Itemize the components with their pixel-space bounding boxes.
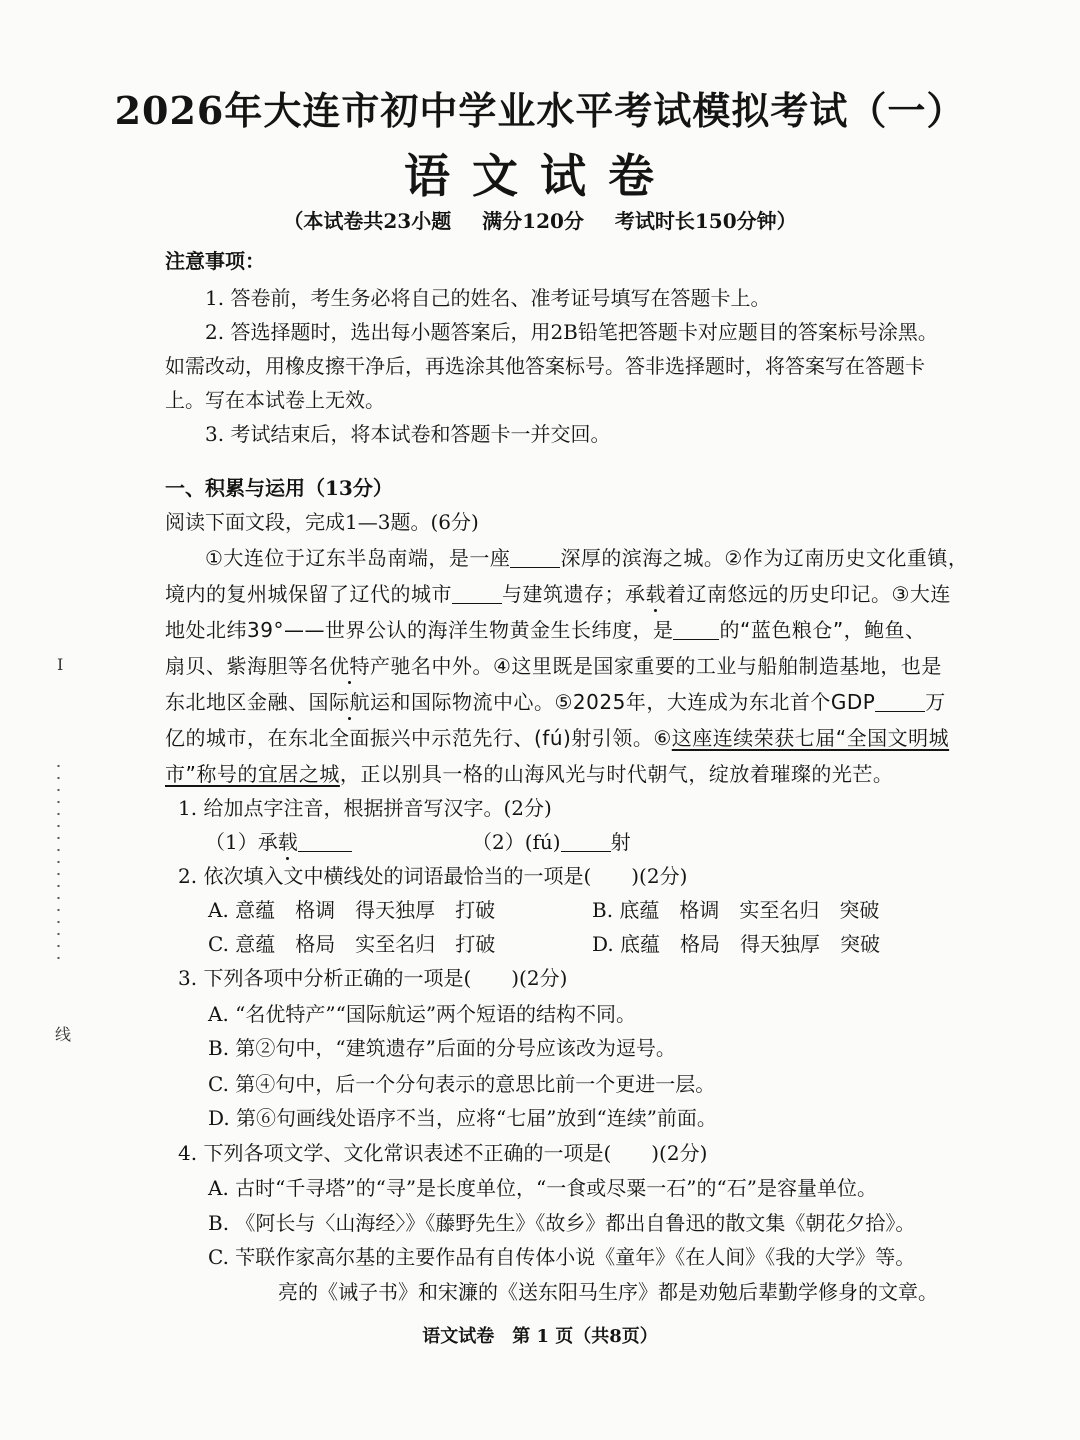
notice-line-2: 2. 答选择题时，选出每小题答案后，用2B铅笔把答题卡对应题目的答案标号涂黑。 [205, 320, 938, 344]
subject-title: 语文试卷 [404, 149, 676, 203]
answer-blank[interactable] [561, 831, 611, 852]
passage-text: 的“蓝色粮仓”，鲍鱼、 [719, 618, 926, 642]
q3-stem: 3. 下列各项中分析正确的一项是( )(2分) [178, 966, 568, 990]
passage-text: 亿的城市，在东北全面振兴中示范先行、(fú)射引领。⑥ [165, 726, 672, 750]
page-footer: 语文试卷 第 1 页（共8页） [422, 1326, 658, 1347]
q4-option-a[interactable]: A. 古时“千寻塔”的“寻”是长度单位，“一食或尽粟一石”的“石”是容量单位。 [208, 1176, 877, 1200]
passage-text: 地处北纬39°——世界公认的海洋生物黄金生长纬度，是 [165, 618, 674, 642]
passage-line-6 [165, 722, 949, 751]
underlined-sentence: 这座连续荣获七届“全国文明城 [671, 726, 950, 750]
passage-text: 和国际物流中心。⑤2025年，大连成为东北首个GDP [390, 690, 876, 714]
answer-blank [673, 619, 719, 640]
q1-part-1 [205, 826, 352, 855]
q2-option-b[interactable]: B. 底蕴 格调 实至名归 突破 [592, 898, 880, 922]
q1-part-2 [472, 826, 631, 855]
passage-text: ①大连位于辽东半岛南端，是一座 [205, 546, 511, 570]
section-intro: 阅读下面文段，完成1—3题。(6分) [165, 510, 479, 534]
binding-line [57, 760, 60, 960]
passage-line-2 [165, 578, 951, 607]
notice-line-4: 上。写在本试卷上无效。 [165, 388, 385, 412]
q3-option-d[interactable]: D. 第⑥句画线处语序不当，应将“七届”放到“连续”前面。 [208, 1106, 717, 1130]
notice-line-1: 1. 答卷前，考生务必将自己的姓名、准考证号填写在答题卡上。 [205, 286, 771, 310]
q3-option-c[interactable]: C. 第④句中，后一个分句表示的意思比前一个更进一层。 [208, 1072, 716, 1096]
margin-mark: 线 [55, 1025, 72, 1044]
passage-text: ，正以别具一格的山海风光与时代朝气，绽放着璀璨的光芒。 [339, 762, 894, 786]
passage-text: 着辽南悠远的历史印记。③大连 [666, 582, 951, 606]
dotted-phrase: 国际航运 [308, 690, 391, 714]
passage-line-3 [165, 614, 926, 643]
exam-duration: 考试时长150分钟） [614, 209, 797, 233]
dotted-phrase: 名优特产 [308, 654, 391, 678]
passage-text: 东北地区金融、 [165, 690, 309, 714]
answer-blank[interactable] [298, 831, 352, 852]
q2-option-c[interactable]: C. 意蕴 格局 实至名归 打破 [208, 932, 496, 956]
passage-text: 扇贝、紫海胆等 [165, 654, 309, 678]
q1-part-label: （2）(fú) [472, 830, 561, 854]
margin-mark: I [57, 655, 64, 674]
q4-option-d[interactable]: 亮的《诫子书》和宋濂的《送东阳马生序》都是劝勉后辈勤学修身的文章。 [278, 1280, 938, 1304]
passage-line-5 [165, 686, 946, 715]
q1-part-tail: 射 [610, 830, 631, 854]
q2-option-d[interactable]: D. 底蕴 格局 得天独厚 突破 [592, 932, 881, 956]
passage-text: 与建筑遗存；承 [502, 582, 646, 606]
passage-text: 境内的复州城保留了辽代的城市 [165, 582, 452, 606]
answer-blank [452, 583, 502, 604]
passage-text: 驰名中外。④这里既是国家重要的工业与船舶制造基地，也是 [390, 654, 942, 678]
answer-blank [875, 691, 925, 712]
q1-stem: 1. 给加点字注音，根据拼音写汉字。(2分) [178, 796, 552, 820]
question-count: （本试卷共23小题 [283, 209, 452, 233]
notice-heading: 注意事项： [165, 249, 265, 273]
q3-option-b[interactable]: B. 第②句中，“建筑遗存”后面的分号应该改为逗号。 [208, 1036, 676, 1060]
q1-part-label: （1）承 [205, 830, 278, 854]
passage-text: 万 [925, 690, 946, 714]
passage-line-4 [165, 650, 942, 679]
q2-stem: 2. 依次填入文中横线处的词语最恰当的一项是( )(2分) [178, 864, 688, 888]
underlined-sentence: 市”称号的宜居之城 [165, 762, 340, 786]
dotted-char: 载 [277, 830, 298, 854]
notice-line-3: 如需改动，用橡皮擦干净后，再选涂其他答案标号。答非选择题时，将答案写在答题卡 [165, 354, 925, 378]
exam-title: 2026年大连市初中学业水平考试模拟考试（一） [114, 88, 966, 133]
section-heading: 一、积累与运用（13分） [165, 476, 393, 500]
q4-stem: 4. 下列各项文学、文化常识表述不正确的一项是( )(2分) [178, 1141, 708, 1165]
passage-line-1 [205, 542, 968, 571]
passage-line-7 [165, 758, 893, 787]
answer-blank [510, 547, 560, 568]
q4-option-c[interactable]: C. 苄联作家高尔基的主要作品有自传体小说《童年》《在人间》《我的大学》等。 [208, 1245, 916, 1269]
dotted-char: 载 [645, 582, 666, 606]
full-score: 满分120分 [482, 209, 584, 233]
passage-text: 深厚的滨海之城。②作为辽南历史文化重镇， [560, 546, 969, 570]
q4-option-b[interactable]: B. 《阿长与〈山海经〉》《藤野先生》《故乡》都出自鲁迅的散文集《朝花夕拾》。 [208, 1211, 916, 1235]
notice-line-5: 3. 考试结束后，将本试卷和答题卡一并交回。 [205, 422, 611, 446]
q3-option-a[interactable]: A. “名优特产”“国际航运”两个短语的结构不同。 [208, 1002, 637, 1026]
exam-info [0, 205, 1080, 234]
q2-option-a[interactable]: A. 意蕴 格调 得天独厚 打破 [208, 898, 496, 922]
